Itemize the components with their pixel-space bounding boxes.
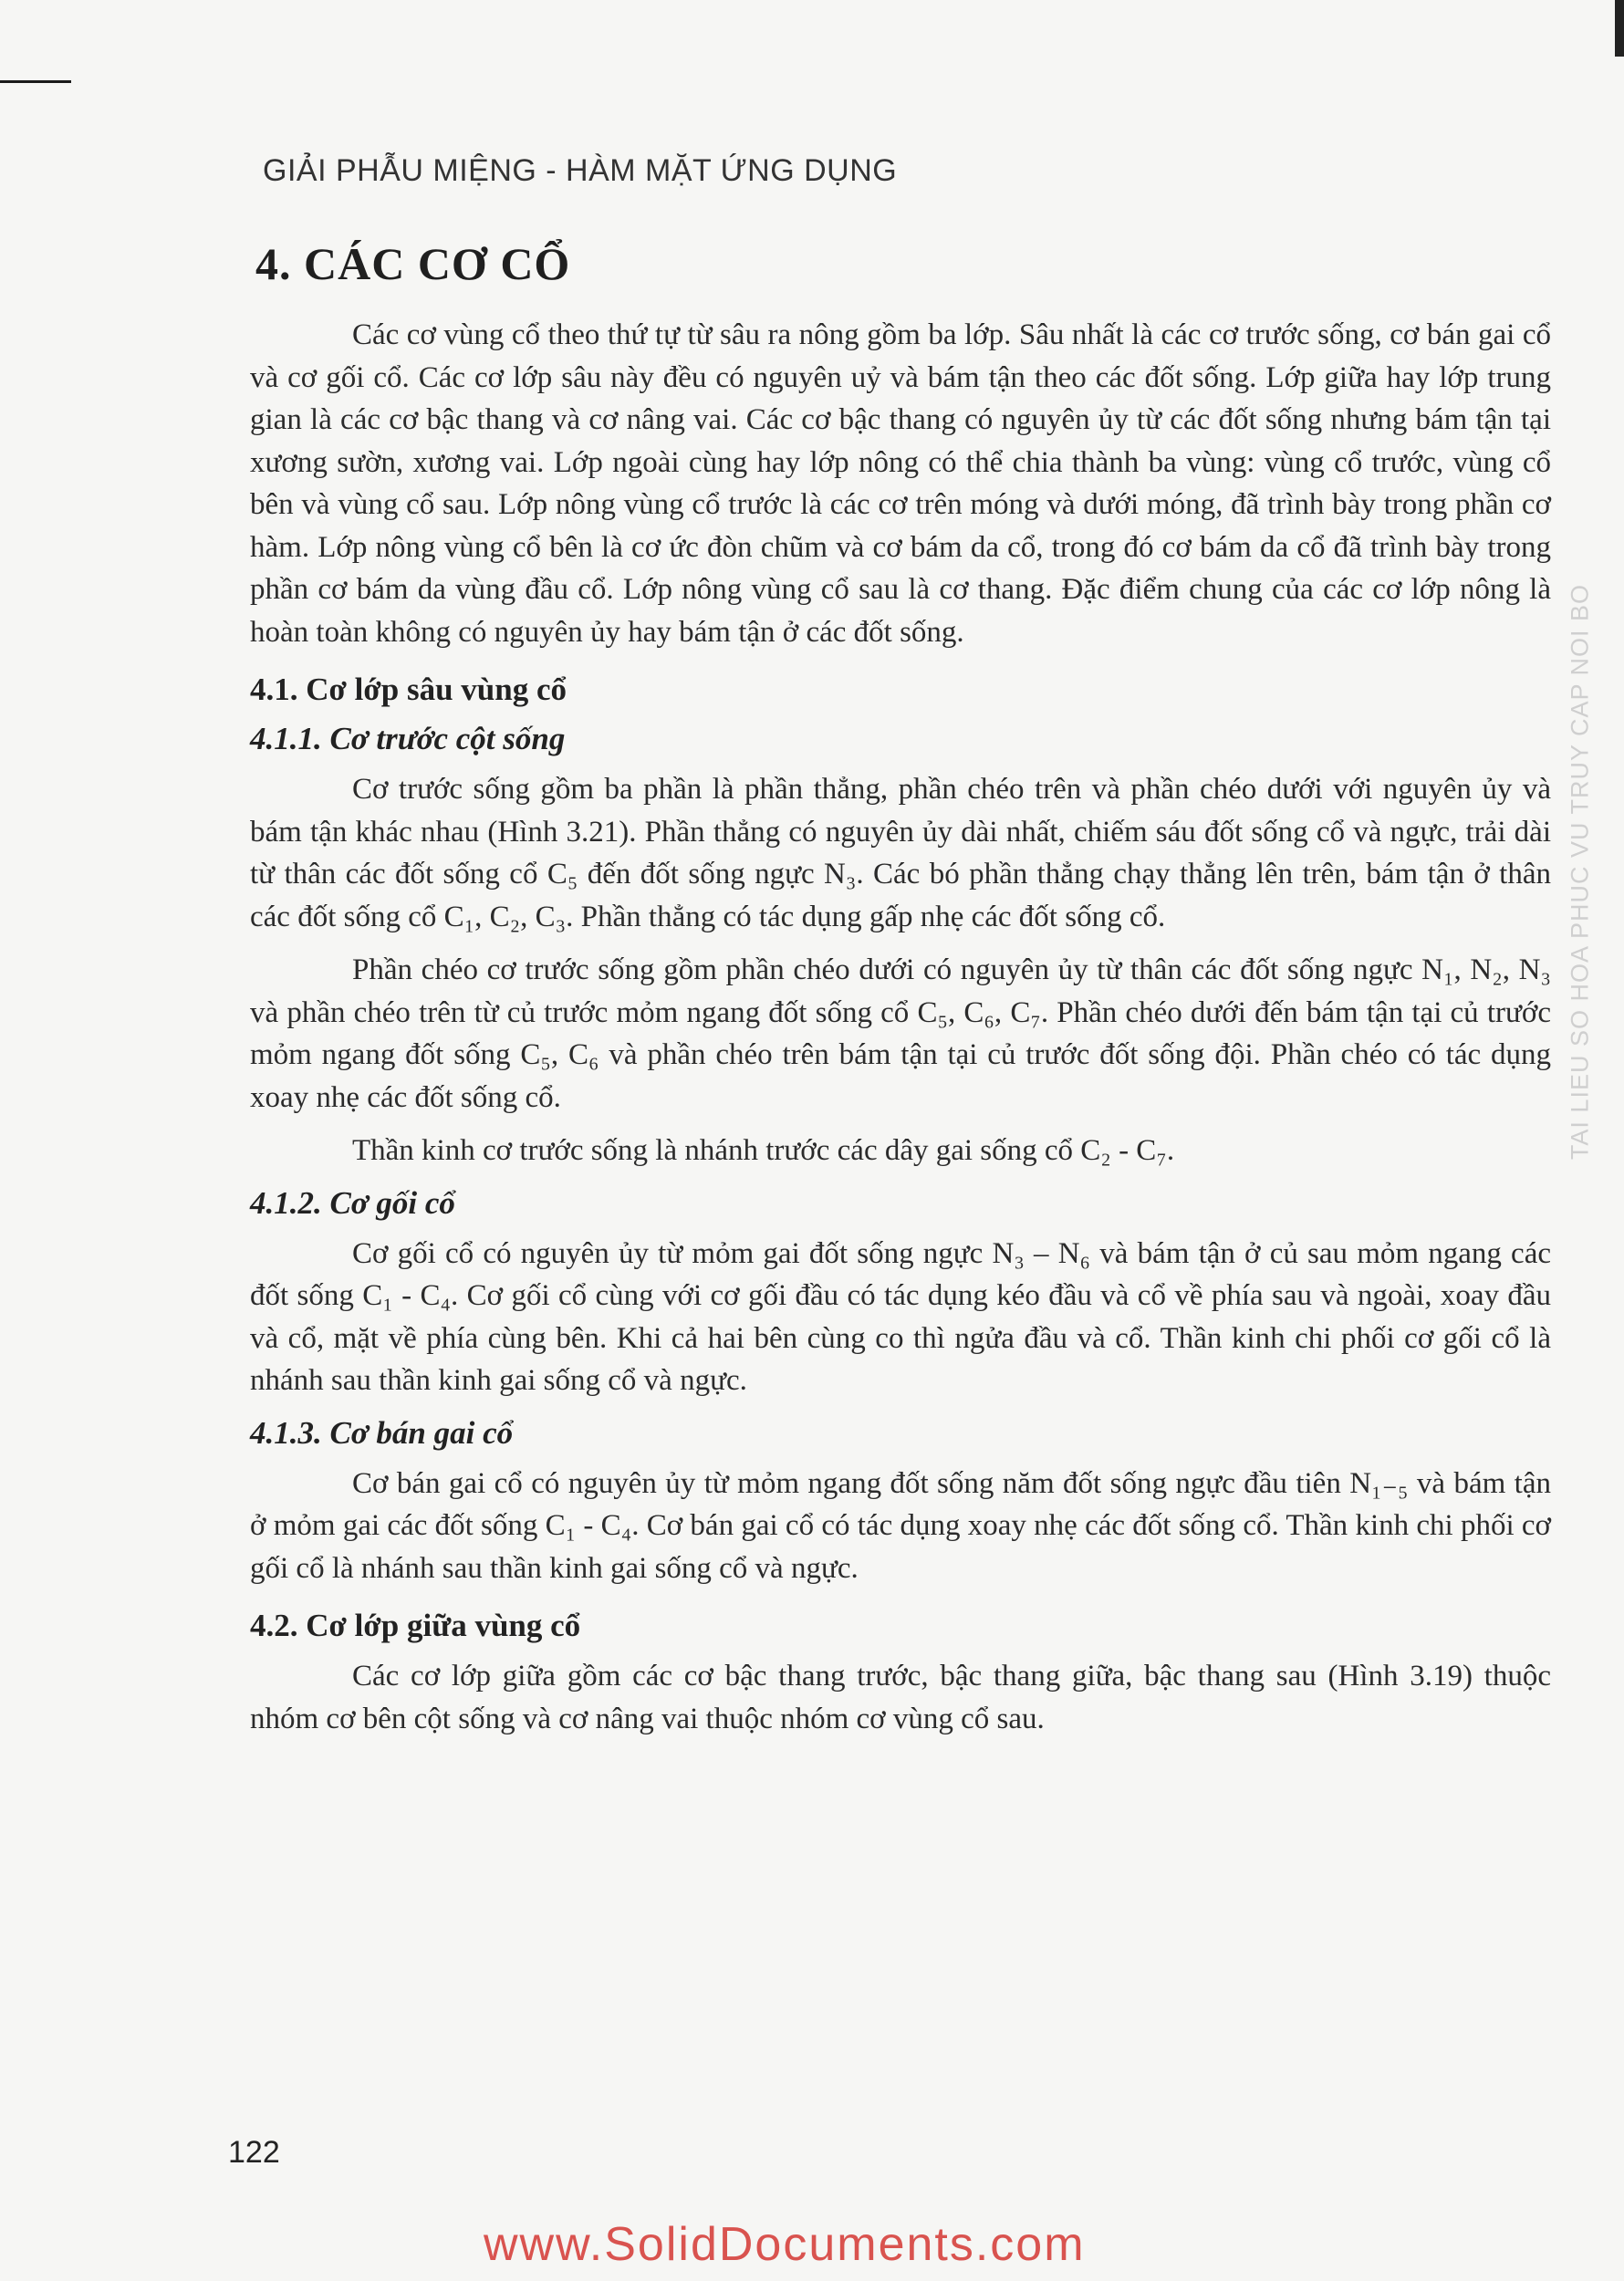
paragraph-4-1-1-c: Thần kinh cơ trước sống là nhánh trước các dây gai sống cổ C₂ - C₇. (352, 1134, 1175, 1167)
subsection-4-1-2-title: 4.1.2. Cơ gối cổ (250, 1184, 455, 1221)
page-number: 122 (228, 2135, 280, 2170)
footer-watermark: www.SolidDocuments.com (484, 2218, 1086, 2271)
subsection-4-1-1-title: 4.1.1. Cơ trước cột sống (250, 721, 566, 756)
corner-mark (1615, 0, 1624, 57)
section-title: 4. CÁC CƠ CỔ (255, 238, 571, 289)
paragraph-4-1-1-a: Cơ trước sống gồm ba phần là phần thẳng, phần chéo trên và phần chéo dưới với nguyên ủy và bám tận khác nhau (Hình 3.21). Phần thẳng có nguyên ủy dài nhất, chiếm sáu đốt sống cổ và ngực, trải dài từ thân các đốt sống cổ C₅ đến đốt sống ngực N₃. Các bó phần thẳng chạy thẳng lên trên, bám tận ở thân các đốt sống cổ C₁, C₂, C₃. Phần thẳng có tác dụng gấp nhẹ các đốt sống cổ. (250, 773, 1551, 933)
subsection-4-2-title: 4.2. Cơ lớp giữa vùng cổ (250, 1608, 581, 1643)
section-intro-paragraph: Các cơ vùng cổ theo thứ tự từ sâu ra nông gồm ba lớp. Sâu nhất là các cơ trước sống, cơ bán gai cổ và cơ gối cổ. Các cơ lớp sâu này đều có nguyên uỷ và bám tận theo các đốt sống. Lớp giữa hay lớp trung gian là các cơ bậc thang và cơ nâng vai. Các cơ bậc thang có nguyên ủy từ các đốt sống nhưng bám tận tại xương sườn, xương vai. Lớp ngoài cùng hay lớp nông có thể chia thành ba vùng: vùng cổ trước, vùng cổ bên và vùng cổ sau. Lớp nông vùng cổ trước là các cơ trên móng và dưới móng, đã trình bày trong phần cơ hàm. Lớp nông vùng cổ bên là cơ ức đòn chũm và cơ bám da cổ, trong đó cơ bám da cổ đã trình bày trong phần cơ bám da vùng đầu cổ. Lớp nông vùng cổ sau là cơ thang. Đặc điểm chung của các cơ lớp nông là hoàn toàn không có nguyên ủy hay bám tận ở các đốt sống. (250, 318, 1551, 649)
side-watermark: TAI LIEU SO HOA PHUC VU TRUY CAP NOI BO (1566, 583, 1594, 1161)
subsection-4-1-3-title: 4.1.3. Cơ bán gai cổ (250, 1414, 514, 1451)
top-edge-rule (0, 80, 71, 83)
page-content (235, 226, 1551, 1751)
paragraph-4-1-3: Cơ bán gai cổ có nguyên ủy từ mỏm ngang đốt sống năm đốt sống ngực đầu tiên N₁₋₅ và bám tận ở mỏm gai các đốt sống C₁ - C₄. Cơ bán gai cổ có tác dụng xoay nhẹ các đốt sống cổ. Thần kinh chi phối cơ gối cổ là nhánh sau thần kinh gai sống cổ và ngực. (250, 1466, 1551, 1585)
paragraph-4-1-2: Cơ gối cổ có nguyên ủy từ mỏm gai đốt sống ngực N₃ – N₆ và bám tận ở củ sau mỏm ngang các đốt sống C₁ - C₄. Cơ gối cổ cùng với cơ gối đầu có tác dụng kéo đầu và cổ về phía sau và ngoài, xoay đầu và cổ, mặt về phía cùng bên. Khi cả hai bên cùng co thì ngửa đầu và cổ. Thần kinh chi phối cơ gối cổ là nhánh sau thần kinh gai sống cổ và ngực. (250, 1236, 1551, 1397)
paragraph-4-2: Các cơ lớp giữa gồm các cơ bậc thang trước, bậc thang giữa, bậc thang sau (Hình 3.19) thuộc nhóm cơ bên cột sống và cơ nâng vai thuộc nhóm cơ vùng cổ sau. (250, 1660, 1551, 1735)
running-header: GIẢI PHẪU MIỆNG - HÀM MẶT ỨNG DỤNG (263, 153, 898, 188)
subsection-4-1-title: 4.1. Cơ lớp sâu vùng cổ (250, 672, 567, 707)
paragraph-4-1-1-b: Phần chéo cơ trước sống gồm phần chéo dưới có nguyên ủy từ thân các đốt sống ngực N₁, N₂, N₃ và phần chéo trên từ củ trước mỏm ngang đốt sống cổ C₅, C₆, C₇. Phần chéo dưới đến bám tận tại củ trước mỏm ngang đốt sống C₅, C₆ và phần chéo trên bám tận tại củ trước đốt sống đội. Phần chéo có tác dụng xoay nhẹ các đốt sống cổ. (250, 953, 1551, 1114)
